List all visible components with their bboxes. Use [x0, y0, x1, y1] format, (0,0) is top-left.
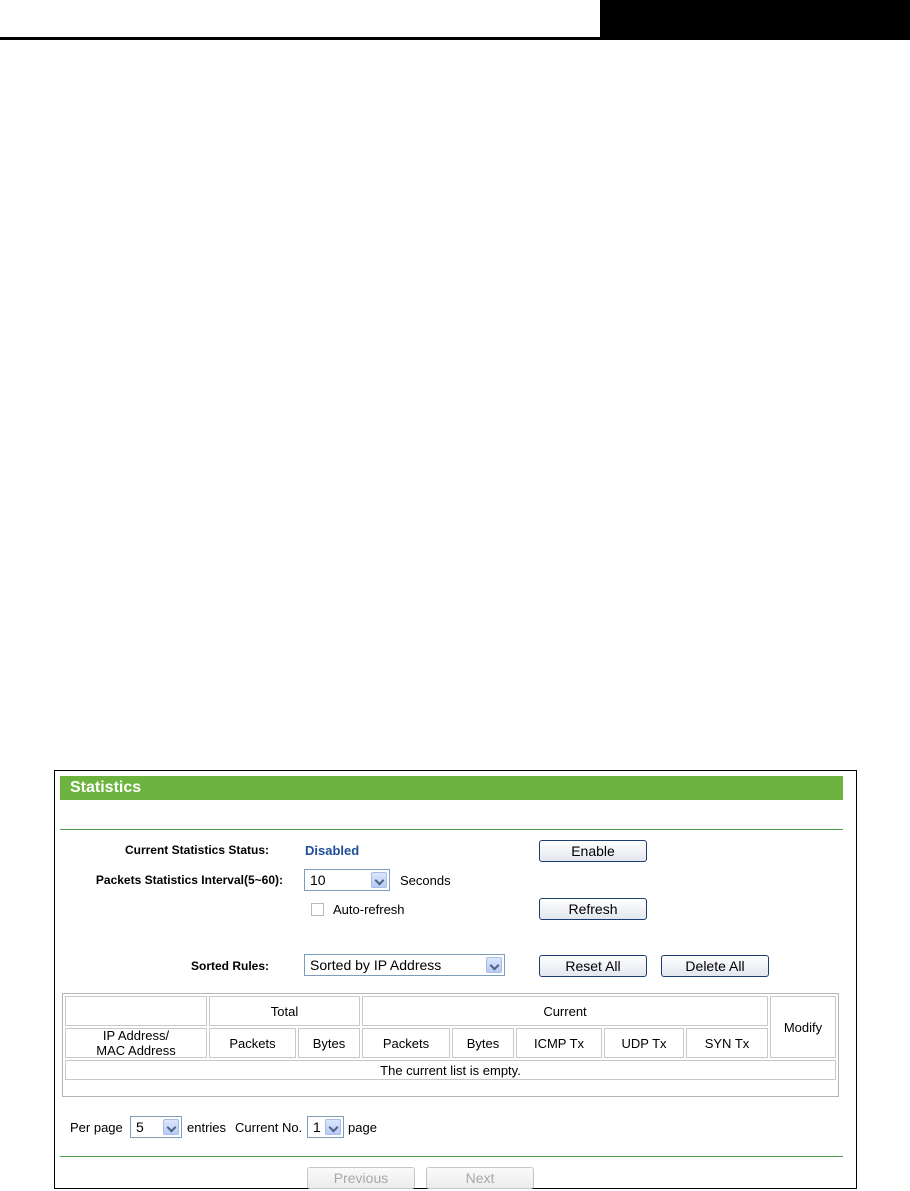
interval-value: 10	[310, 872, 326, 888]
header-ip-line1: IP Address/	[102, 1028, 170, 1043]
refresh-button[interactable]: Refresh	[539, 898, 647, 920]
chevron-down-icon[interactable]	[486, 957, 502, 973]
header-udp-tx: UDP Tx	[604, 1028, 684, 1058]
delete-all-button[interactable]: Delete All	[661, 955, 769, 977]
current-no-label: Current No.	[235, 1120, 303, 1135]
enable-button[interactable]: Enable	[539, 840, 647, 862]
statistics-table	[62, 993, 839, 1097]
title-bar	[60, 776, 843, 800]
interval-label: Packets Statistics Interval(5~60):	[95, 873, 283, 887]
header-ip-line2: MAC Address	[96, 1043, 176, 1058]
header-total-bytes: Bytes	[298, 1028, 360, 1058]
header-current: Current	[362, 996, 768, 1026]
header-total: Total	[209, 996, 360, 1026]
header-block	[600, 0, 910, 40]
next-button[interactable]: Next	[426, 1167, 534, 1189]
header-modify: Modify	[770, 996, 836, 1058]
status-value: Disabled	[305, 843, 360, 858]
header-ip-mac	[65, 1028, 207, 1058]
status-label: Current Statistics Status:	[124, 843, 269, 857]
header-syn-tx: SYN Tx	[686, 1028, 768, 1058]
interval-unit: Seconds	[400, 873, 451, 888]
header-blank	[65, 996, 207, 1026]
sorted-rules-select[interactable]	[304, 954, 505, 976]
header-current-bytes: Bytes	[452, 1028, 514, 1058]
entries-label: entries	[187, 1120, 227, 1135]
current-no-select[interactable]	[307, 1116, 344, 1138]
sorted-rules-value: Sorted by IP Address	[310, 957, 442, 973]
chevron-down-icon[interactable]	[325, 1119, 341, 1135]
chevron-down-icon[interactable]	[371, 872, 387, 888]
header-icmp-tx: ICMP Tx	[516, 1028, 602, 1058]
panel-title: Statistics	[70, 779, 142, 796]
per-page-select[interactable]	[130, 1116, 182, 1138]
per-page-value: 5	[136, 1119, 144, 1135]
interval-select[interactable]	[304, 869, 390, 891]
statistics-panel	[54, 770, 857, 1189]
divider-bottom	[60, 1156, 843, 1157]
header-current-packets: Packets	[362, 1028, 450, 1058]
reset-all-button[interactable]: Reset All	[539, 955, 647, 977]
autorefresh-label: Auto-refresh	[333, 902, 405, 917]
header-total-packets: Packets	[209, 1028, 296, 1058]
autorefresh-checkbox[interactable]	[311, 903, 324, 916]
previous-button[interactable]: Previous	[307, 1167, 415, 1189]
divider-top	[60, 829, 843, 830]
current-no-value: 1	[313, 1119, 321, 1135]
per-page-label: Per page	[70, 1120, 123, 1135]
page-label: page	[348, 1120, 377, 1135]
chevron-down-icon[interactable]	[163, 1119, 179, 1135]
empty-list-message: The current list is empty.	[65, 1060, 836, 1080]
sorted-rules-label: Sorted Rules:	[190, 959, 269, 973]
